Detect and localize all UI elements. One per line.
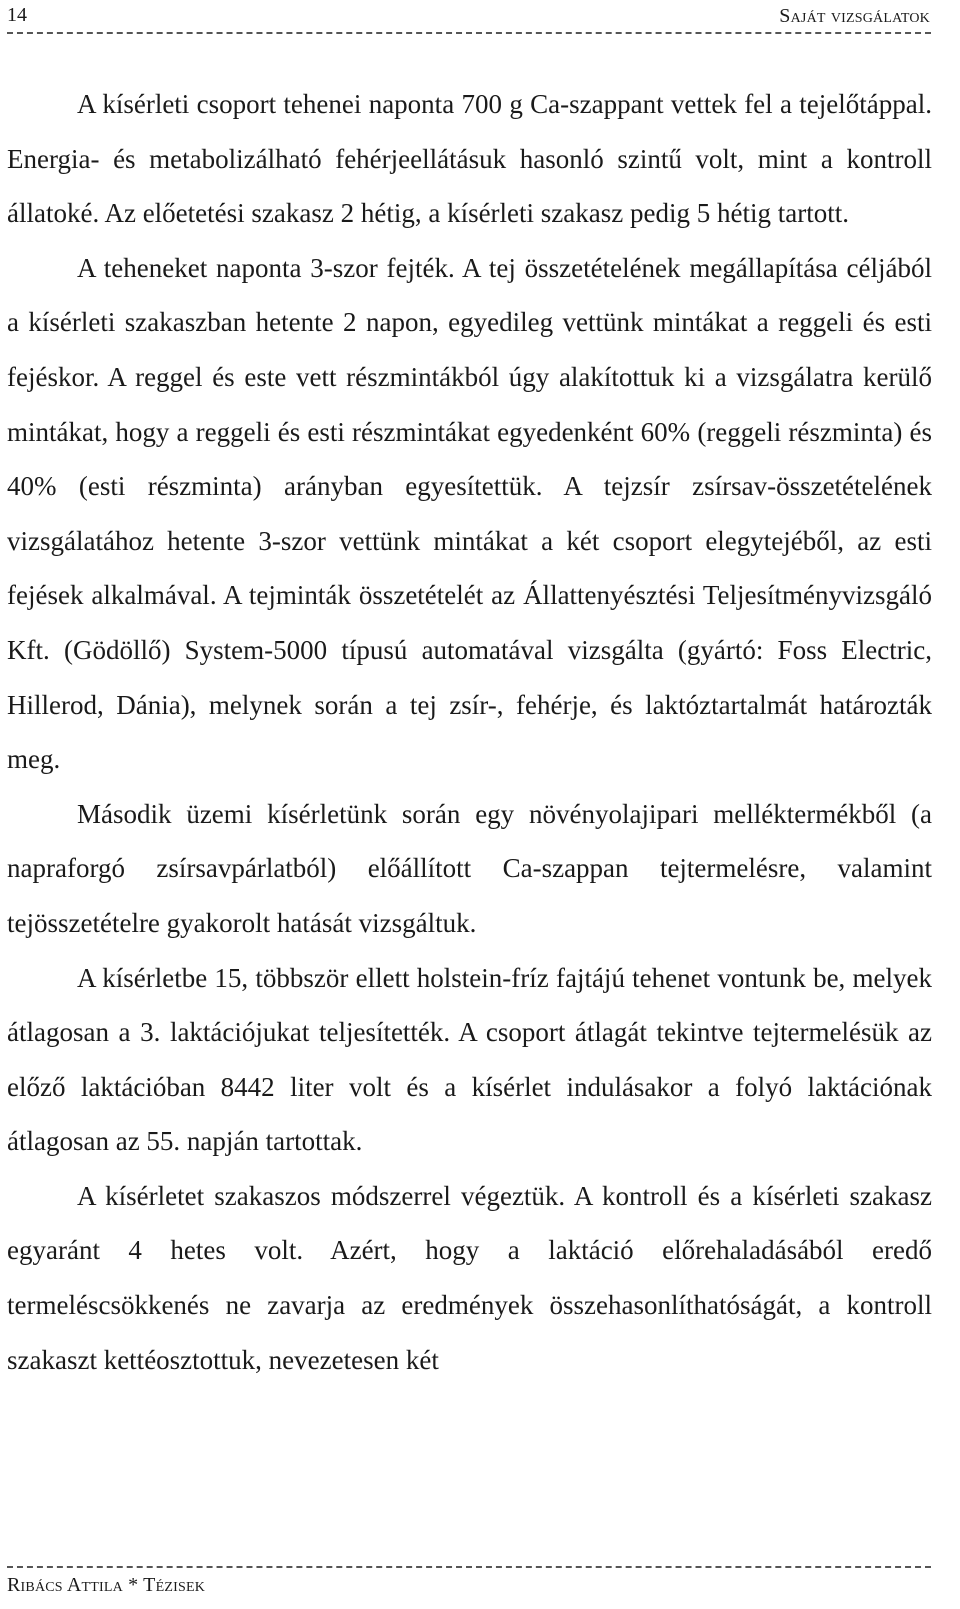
page-number: 14 <box>7 4 27 26</box>
page-footer <box>7 1574 205 1597</box>
footer-author-line: Ribács Attila * Tézisek <box>7 1574 206 1596</box>
paragraph: A kísérleti csoport tehenei naponta 700 g Ca-szappant vettek fel a tejelőtáppal. Energia- és metabolizálható fehérjeellátásuk hasonló szintű volt, mint a kontroll állatoké. Az előetetési szakasz 2 hétig, a kísérleti szakasz pedig 5 hétig tartott. <box>7 89 932 229</box>
footer-divider <box>7 1566 931 1568</box>
paragraph: A kísérletet szakaszos módszerrel végeztük. A kontroll és a kísérleti szakasz egyaránt 4 hetes volt. Azért, hogy a laktáció előrehaladásából eredő termeléscsökkenés ne zavarja az eredmények összehasonlíthatóságát, a kontroll szakaszt kettéosztottuk, nevezetesen két <box>7 1180 932 1375</box>
header-divider <box>7 32 931 34</box>
paragraph: Második üzemi kísérletünk során egy növényolajipari melléktermékből (a napraforgó zsírsavpárlatból) előállított Ca-szappan tejtermelésre, valamint tejösszetételre gyakorolt hatását vizsgáltuk. <box>7 798 932 938</box>
page-header <box>0 0 960 32</box>
body-text <box>7 77 932 1387</box>
paragraph: A kísérletbe 15, többször ellett holstein-fríz fajtájú tehenet vontunk be, melyek átlagosan a 3. laktációjukat teljesítették. A csoport átlagát tekintve tejtermelésük az előző laktációban 8442 liter volt és a kísérlet indulásakor a folyó laktációnak átlagosan az 55. napján tartottak. <box>7 962 932 1157</box>
running-title-text: Saját vizsgálatok <box>779 5 930 27</box>
paragraph: A teheneket naponta 3-szor fejték. A tej összetételének megállapítása céljából a kísérleti szakaszban hetente 2 napon, egyedileg vettünk mintákat a reggeli és esti fejéskor. A reggel és este vett részmintákból úgy alakítottuk ki a vizsgálatra kerülő mintákat, hogy a reggeli és esti részmintákat egyedenként 60% (reggeli részminta) és 40% (esti részminta) arányban egyesítettük. A tejzsír zsírsav-összetételének vizsgálatához hetente 3-szor vettünk mintákat a két csoport elegytejéből, az esti fejések alkalmával. A tejminták összetételét az Állattenyésztési Teljesítményvizsgáló Kft. (Gödöllő) System-5000 típusú automatával vizsgálta (gyártó: Foss Electric, Hillerod, Dánia), melynek során a tej zsír-, fehérje, és laktóztartalmát határozták meg. <box>7 252 932 775</box>
running-title <box>779 5 930 28</box>
